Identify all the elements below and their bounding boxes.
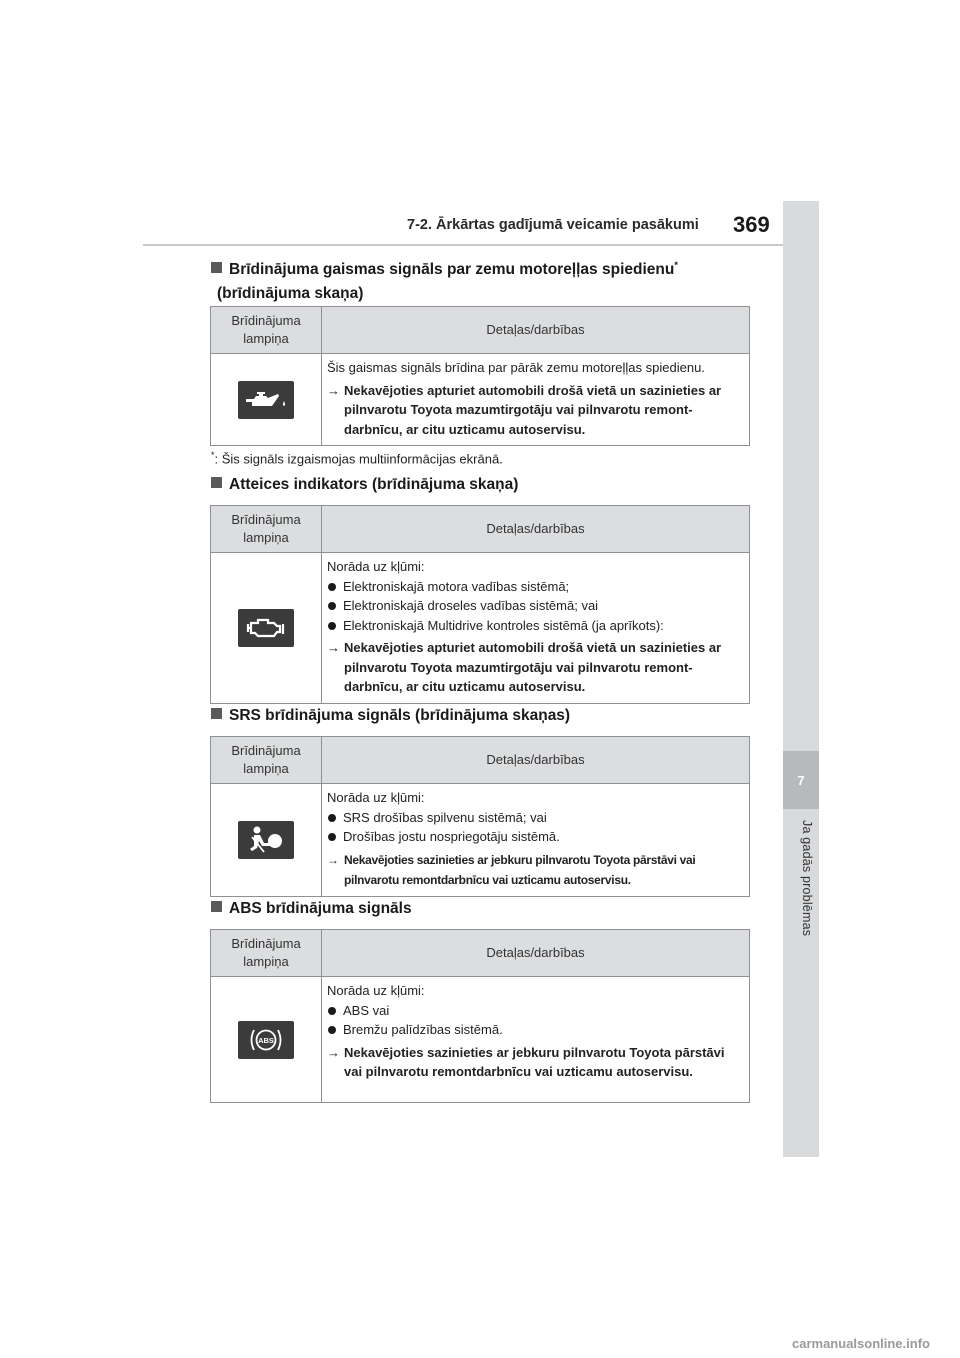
chapter-number: 7 (783, 751, 819, 809)
action-text: → Nekavējoties sazinieties ar jebkuru pilnvarotu Toyota pārstāvi vai pilnvarotu remontdarbnīcu vai uzticamu autoservisu. (327, 1044, 725, 1079)
description-text: Norāda uz kļūmi: (327, 559, 425, 574)
section-square-marker (211, 477, 222, 488)
section-square-marker (211, 708, 222, 719)
section-title-srs: SRS brīdinājuma signāls (brīdinājuma skaņas) (211, 704, 570, 728)
watermark: carmanualsonline.info (792, 1336, 930, 1351)
section-title-oil-pressure: Brīdinājuma gaismas signāls par zemu motoreļļas spiedienu* (brīdinājuma skaņa) (211, 253, 678, 306)
abs-icon (238, 1021, 294, 1059)
warning-table-srs (210, 736, 750, 897)
oil-pressure-icon (238, 381, 294, 419)
airbag-icon (238, 821, 294, 859)
abs-icon-label: ABS (258, 1035, 274, 1045)
section-title-malfunction-indicator: Atteices indikators (brīdinājuma skaņa) (211, 473, 518, 497)
list-item: Bremžu palīdzības sistēmā. (327, 1020, 745, 1040)
list-item: Drošības jostu nospriegotāju sistēmā. (327, 827, 745, 847)
table-header-details: Detaļas/darbības (322, 307, 750, 354)
table-header-lamp: Brīdinājuma lampiņa (211, 930, 322, 977)
table-header-lamp: Brīdinājuma lampiņa (211, 307, 322, 354)
section-square-marker (211, 901, 222, 912)
description-text: Norāda uz kļūmi: (327, 790, 425, 805)
action-text: → Nekavējoties apturiet automobili drošā vietā un sazinieties ar pilnvarotu Toyota mazumtirgotāju vai pilnvarotu remontdarbnīcu, ar citu uzticamu autoservisu. (327, 382, 722, 437)
table-header-details: Detaļas/darbības (322, 737, 750, 784)
list-item: Elektroniskajā Multidrive kontroles sistēmā (ja aprīkots): (327, 616, 745, 636)
warning-table-malfunction-indicator (210, 505, 750, 704)
table-header-lamp: Brīdinājuma lampiņa (211, 506, 322, 553)
table-header-details: Detaļas/darbības (322, 506, 750, 553)
list-item: SRS drošības spilvenu sistēmā; vai (327, 808, 745, 828)
chapter-label: Ja gadās problēmas (800, 820, 814, 937)
check-engine-icon (238, 609, 294, 647)
action-text: → Nekavējoties sazinieties ar jebkuru pilnvarotu Toyota pārstāvi vai pilnvarotu remontdarbnīcu vai uzticamu autoservisu. (327, 852, 696, 887)
chapter-side-tab (783, 201, 819, 1157)
section-square-marker (211, 262, 222, 273)
footnote: *: Šis signāls izgaismojas multiinformācijas ekrānā. (211, 450, 503, 467)
running-header: 7-2. Ārkārtas gadījumā veicamie pasākumi (407, 217, 699, 233)
action-text: → Nekavējoties apturiet automobili drošā vietā un sazinieties ar pilnvarotu Toyota mazumtirgotāju vai pilnvarotu remontdarbnīcu, ar citu uzticamu autoservisu. (327, 640, 722, 694)
warning-table-oil-pressure (210, 306, 750, 446)
description-text: Šis gaismas signāls brīdina par pārāk zemu motoreļļas spiedienu. (327, 360, 705, 375)
description-text: Norāda uz kļūmi: (327, 983, 425, 998)
page-number: 369 (733, 212, 770, 237)
header-divider (143, 244, 783, 246)
list-item: Elektroniskajā droseles vadības sistēmā; vai (327, 596, 745, 616)
warning-table-abs (210, 929, 750, 1103)
table-header-details: Detaļas/darbības (322, 930, 750, 977)
list-item: ABS vai (327, 1001, 745, 1021)
table-header-lamp: Brīdinājuma lampiņa (211, 737, 322, 784)
section-title-abs: ABS brīdinājuma signāls (211, 897, 412, 921)
list-item: Elektroniskajā motora vadības sistēmā; (327, 577, 745, 597)
